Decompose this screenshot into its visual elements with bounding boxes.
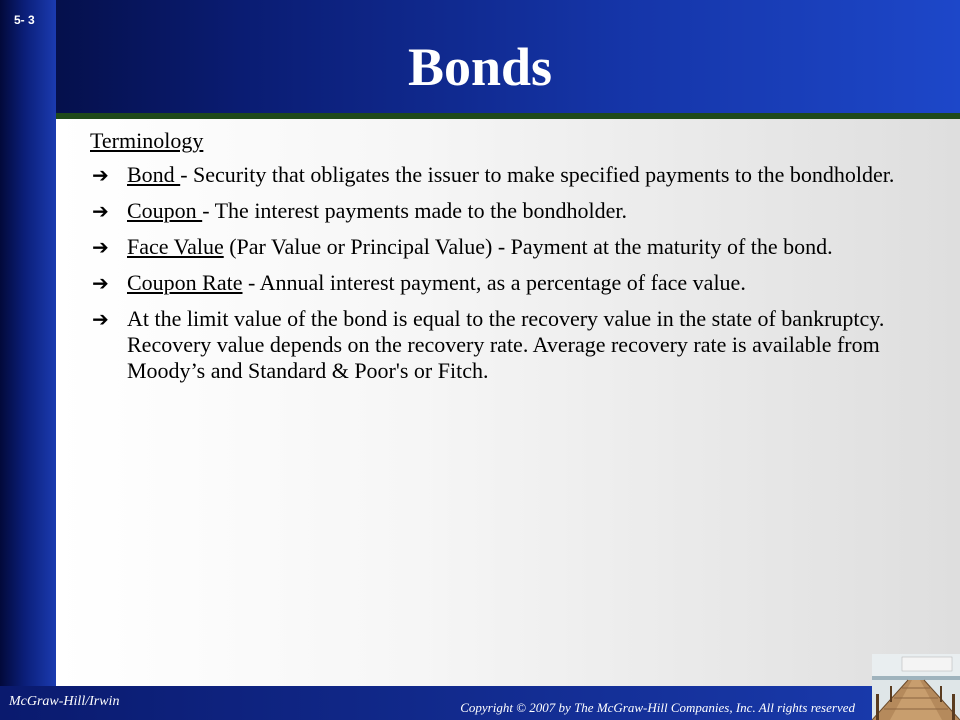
bullet-item-coupon-rate — [90, 270, 895, 296]
bullet-item-bond — [90, 162, 895, 188]
term-face-value: Face Value — [127, 234, 224, 259]
definition-bond: - Security that obligates the issuer to make specified payments to the bondholder. — [180, 162, 895, 187]
arrow-bullet-icon: ➔ — [92, 199, 109, 223]
copyright-notice: Copyright © 2007 by The McGraw-Hill Companies, Inc. All rights reserved — [460, 700, 855, 715]
definition-coupon-rate: - Annual interest payment, as a percentage of face value. — [242, 270, 746, 295]
bullet-item-coupon — [90, 198, 895, 224]
arrow-bullet-icon: ➔ — [92, 235, 109, 259]
bullet-list — [90, 162, 895, 394]
definition-face-value: (Par Value or Principal Value) - Payment at the maturity of the bond. — [223, 234, 833, 259]
slide-title: Bonds — [407, 37, 553, 97]
slide-number: 5- 3 — [14, 13, 35, 27]
publisher-label: McGraw-Hill/Irwin — [9, 694, 120, 709]
left-sidebar-bar — [0, 0, 56, 720]
term-coupon: Coupon — [127, 198, 203, 223]
arrow-bullet-icon: ➔ — [92, 271, 109, 295]
section-heading: Terminology — [90, 128, 204, 153]
arrow-bullet-icon: ➔ — [92, 307, 109, 331]
definition-coupon: - The interest payments made to the bondholder. — [202, 198, 628, 223]
book-cover-image — [872, 654, 960, 720]
arrow-bullet-icon: ➔ — [92, 163, 109, 187]
header-divider — [56, 113, 960, 119]
boardwalk-illustration — [872, 654, 960, 720]
term-coupon-rate: Coupon Rate — [127, 270, 243, 295]
bullet-item-face-value — [90, 234, 895, 260]
term-bond: Bond — [127, 162, 181, 187]
bullet-item-recovery — [90, 306, 895, 384]
definition-recovery: At the limit value of the bond is equal to the recovery value in the state of bankruptcy. Recovery value depends on the recovery rate. Average recovery rate is available from Moody’s and Standard & Poor's or Fitch. — [127, 306, 885, 383]
